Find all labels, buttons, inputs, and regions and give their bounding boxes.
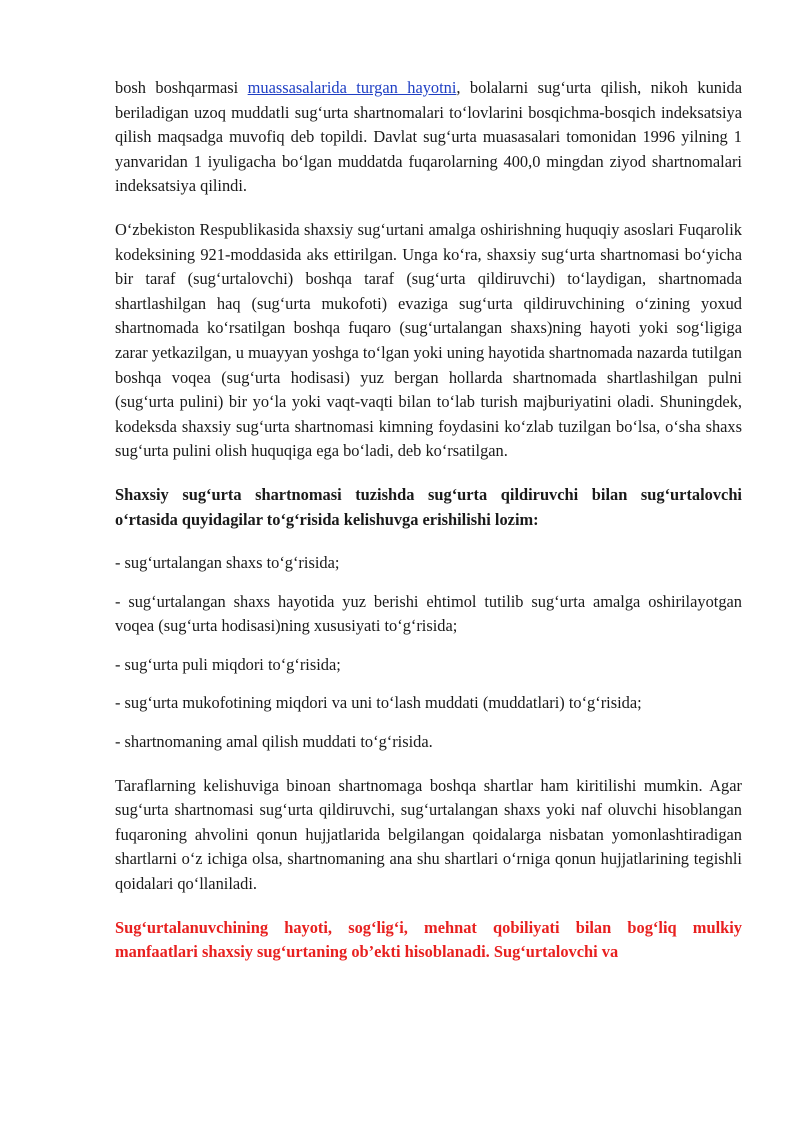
paragraph-agreement-heading: Shaxsiy sug‘urta shartnomasi tuzishda sug‘urta qildiruvchi bilan sug‘urtalovchi o‘rtasida quyidagilar to‘g‘risida kelishuvga erishilishi lozim:	[115, 484, 742, 529]
list-item-insurance-amount: - sug‘urta puli miqdori to‘g‘risida;	[115, 654, 341, 674]
paragraph-indexation-end: , bolalarni sug‘urta qilish, nikoh kunida beriladigan uzoq muddatli sug‘urta shartnomalari to‘lovlarini bosqichma-bosqich indeksatsiya qilish maqsadga muvofiq deb topildi. Davlat sug‘urta muasasalari tomonidan 1996 yilning 1 yanvaridan 1 iyuligacha bo‘lgan muddatda fuqarolarning 400,0 mingdan ziyod shartnomalari indeksatsiya qilindi.	[115, 78, 743, 196]
paragraph-legal-basis: O‘zbekiston Respublikasida shaxsiy sug‘urtani amalga oshirishning huquqiy asoslari Fuqarolik kodeksining 921-moddasida aks ettirilgan. Unga ko‘ra, shaxsiy sug‘urta shartnomasi bo‘yicha bir taraf (sug‘urtalovchi) boshqa taraf (sug‘urta qildiruvchi) to‘laydigan, shartnomada shartlashilgan haq (sug‘urta mukofoti) evaziga sug‘urta qildiruvchining o‘zining yoxud shartnomada ko‘rsatilgan boshqa fuqaro (sug‘urtalangan shaxs)ning hayoti yoki sog‘ligiga zarar yetkazilgan, u muayyan yoshga to‘lgan yoki uning hayotida shartnomada nazarda tutilgan boshqa voqea (sug‘urta hodisasi) yuz bergan hollarda shartnomada shartlashilgan pulni (sug‘urta pulini) bir yo‘la yoki vaqt-vaqti bilan to‘lab turish majburiyatini oladi. Shuningdek, kodeksda shaxsiy sug‘urta shartnomasi kimning foydasini ko‘zlab tuzilgan bo‘lsa, o‘sha shaxs sug‘urta pulini olish huquqiga ega bo‘ladi, deb ko‘rsatilgan.	[115, 219, 742, 461]
list-item-insured-person: - sug‘urtalangan shaxs to‘g‘risida;	[115, 553, 340, 573]
paragraph-additional-terms: Taraflarning kelishuviga binoan shartnomaga boshqa shartlar ham kiritilishi mumkin. Agar sug‘urta shartnomasi sug‘urta qildiruvchi, sug‘urtalangan shaxs yoki naf oluvchi hisoblangan fuqaroning ahvolini qonun hujjatlarida belgilangan qoidalarga nisbatan yomonlashtiradigan shartlarni o‘z ichiga olsa, shartnomaning ana shu shartlari o‘rniga qonun hujjatlarining tegishli qoidalari qo‘llaniladi.	[115, 775, 742, 894]
paragraph-indexation-start: bosh boshqarmasi	[115, 78, 248, 97]
list-item-contract-term: - shartnomaning amal qilish muddati to‘g‘risida.	[115, 732, 433, 752]
paragraph-insurance-object: Sug‘urtalanuvchining hayoti, sog‘lig‘i, mehnat qobiliyati bilan bog‘liq mulkiy manfaatlari shaxsiy sug‘urtaning ob’ekti hisoblanadi. Sug‘urtalovchi va	[115, 917, 742, 962]
paragraph-indexation	[115, 76, 742, 199]
hyperlink-muassasalarida[interactable]: muassasalarida turgan hayotni	[247, 78, 457, 97]
list-item-insured-event: - sug‘urtalangan shaxs hayotida yuz berishi ehtimol tutilib sug‘urta amalga oshirilayotgan voqea (sug‘urta hodisasi)ning xususiyati to‘g‘risida;	[115, 591, 742, 636]
list-item-premium: - sug‘urta mukofotining miqdori va uni to‘lash muddati (muddatlari) to‘g‘risida;	[115, 693, 642, 713]
